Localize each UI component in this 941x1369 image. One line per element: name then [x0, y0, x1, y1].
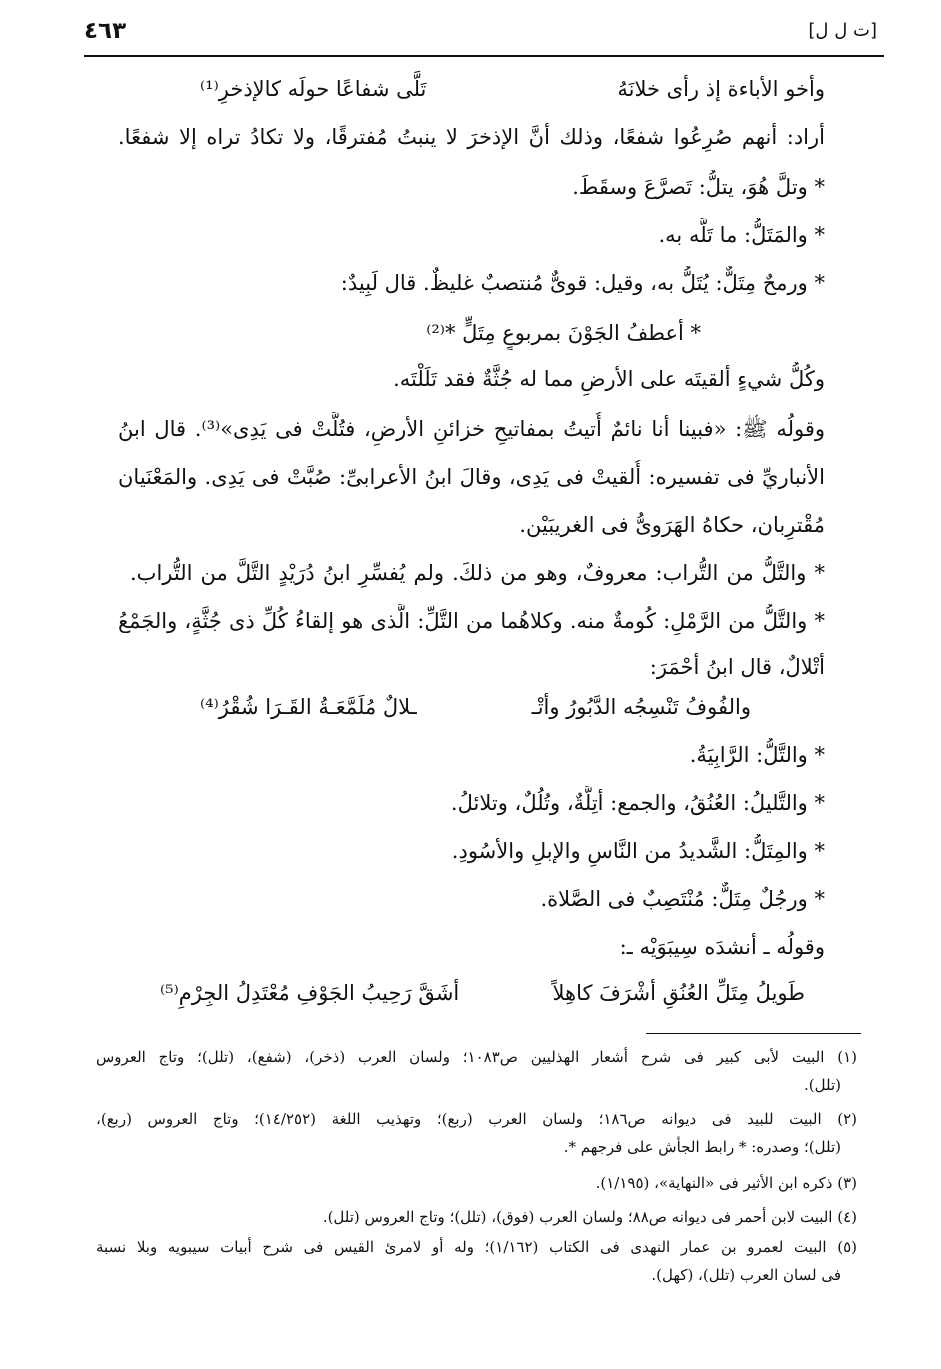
verse-2-first-hemistich: والفُوفُ تَنْسِجُه الدَّبُورُ وأتْـ [531, 695, 751, 719]
entry-rajul-mitall: * ورجُلٌ مِتَلٌّ: مُنْتَصِبٌ فى الصَّلاة. [540, 887, 825, 911]
hadith-line-2: الأنباريِّ فى تفسيره: أُلقيتْ فى يَدِى، وقالَ ابنُ الأعرابىِّ: صُبَّتْ فى يَدِى. والمَعْنَيان [118, 465, 825, 489]
quoted-verse-labid: * أعطفُ الجَوْنَ بمربوعٍ مِتَلٍّ *⁽²⁾ [426, 321, 701, 345]
root-heading: [ت ل ل] [808, 20, 877, 41]
page-number: ٤٦٣ [84, 18, 127, 44]
entry-mitall-shadid: * والمِتَلُّ: الشَّديدُ من النَّاسِ والإبلِ والأسُودِ. [451, 839, 825, 863]
header-rule [84, 55, 884, 57]
footnote-2-line-2: (تلل)؛ وصدره: * رابط الجأش على فرجهم *. [563, 1138, 841, 1156]
footnote-5-line-2: فى لسان العرب (تلل)، (كهل). [651, 1266, 841, 1284]
hadith-line-3: مُقْترِبان، حكاهُ الهَرَوىُّ فى الغريبَيْن. [519, 513, 825, 537]
entry-tall-raml-line-2: أتْلالٌ، قال ابنُ أحْمَرَ: [649, 655, 825, 679]
footnote-3: (٣) ذكره ابن الأثير فى «النهاية»، (١/١٩٥). [595, 1174, 857, 1192]
entry-talil: * والتَّليلُ: العُنُقُ، والجمع: أتِلَّةٌ، وتُلُلٌ، وتلائلُ. [450, 791, 825, 815]
paragraph-explanation: أراد: أنهم صُرِعُوا شفعًا، وذلك أنَّ الإذخرَ لا ينبتُ مُفترقًا، ولا تكادُ تراه إلا شفعًا. [118, 125, 825, 149]
entry-matall: * والمَتَلُّ: ما تَلَّه به. [658, 223, 825, 247]
entry-tall-turab: * والتَّلُّ من التُّراب: معروفٌ، وهو من ذلكَ. ولم يُفسِّرِ ابنُ دُرَيْدٍ التَّلَّ من التُّراب. [130, 561, 825, 585]
sibawayh-intro: وقولُه ـ أنشدَه سِيبَوَيْه ـ: [619, 935, 825, 959]
verse-1-first-hemistich: وأخو الأباءة إذ رأى خلانَهُ [617, 77, 825, 101]
hadith-line-1: وقولُه ﷺ: «فبينا أنا نائمٌ أُتيتُ بمفاتيحِ خزائنِ الأرضِ، فتُلَّتْ فى يَدِى»⁽³⁾. قال ابنُ [118, 417, 825, 441]
paragraph-kull-shay: وكُلُّ شيءٍ ألقيتَه على الأرضِ مما له جُثَّةٌ فقد تَلَلْتَه. [393, 367, 825, 391]
entry-tall-huwa: * وتلَّ هُوَ، يتلُّ: تَصرَّعَ وسقَطَ. [572, 175, 825, 199]
footnote-1-line-2: (تلل). [804, 1076, 841, 1094]
footnote-1-line-1: (١) البيت لأبى كبير فى شرح أشعار الهذليين ص١٠٨٣؛ ولسان العرب (ذخر)، (شفع)، (تلل)؛ وتاج العروس [96, 1048, 857, 1066]
entry-tall-raml-line-1: * والتَّلُّ من الرَّمْلِ: كُومةٌ منه. وكلاهُما من التَّلِّ: الَّذى هو إلقاءُ كُلِّ ذى جُثَّةٍ، والجَمْعُ [118, 609, 825, 633]
verse-1-second-hemistich: تَلَّى شفاعًا حولَه كالإذخرِ⁽¹⁾ [200, 77, 427, 101]
footnote-5-line-1: (٥) البيت لعمرو بن عمار النهدى فى الكتاب (١/١٦٢)؛ وله أو لامرئ القيس فى شرح أبيات سيبويه وبلا نسبة [96, 1238, 857, 1256]
verse-2-second-hemistich: ـلالٌ مُلَمَّعَـةُ القَـرَا شُقْرُ⁽⁴⁾ [200, 695, 417, 719]
footnote-rule [646, 1033, 861, 1034]
footnote-2-line-1: (٢) البيت للبيد فى ديوانه ص١٨٦؛ ولسان العرب (ربع)؛ وتهذيب اللغة (١٤/٢٥٢)؛ وتاج العروس (ربع)، [96, 1110, 857, 1128]
entry-rumh-mitall: * ورمحٌ مِتَلٌّ: يُتَلُّ به، وقيل: قوىٌّ مُنتصبٌ غليظٌ. قال لَبِيدٌ: [340, 271, 825, 295]
verse-3-second-hemistich: أشَقَّ رَحِيبُ الجَوْفِ مُعْتَدِلُ الجِرْمِ⁽⁵⁾ [160, 981, 460, 1005]
verse-3-first-hemistich: طَويلُ مِتَلِّ العُنُقِ أشْرَفَ كاهِلاً [552, 981, 805, 1005]
footnote-4: (٤) البيت لابن أحمر فى ديوانه ص٨٨؛ ولسان العرب (فوق)، (تلل)؛ وتاج العروس (تلل). [322, 1208, 857, 1226]
entry-tall-rabiya: * والتَّلُّ: الرَّابِيَةُ. [689, 743, 825, 767]
